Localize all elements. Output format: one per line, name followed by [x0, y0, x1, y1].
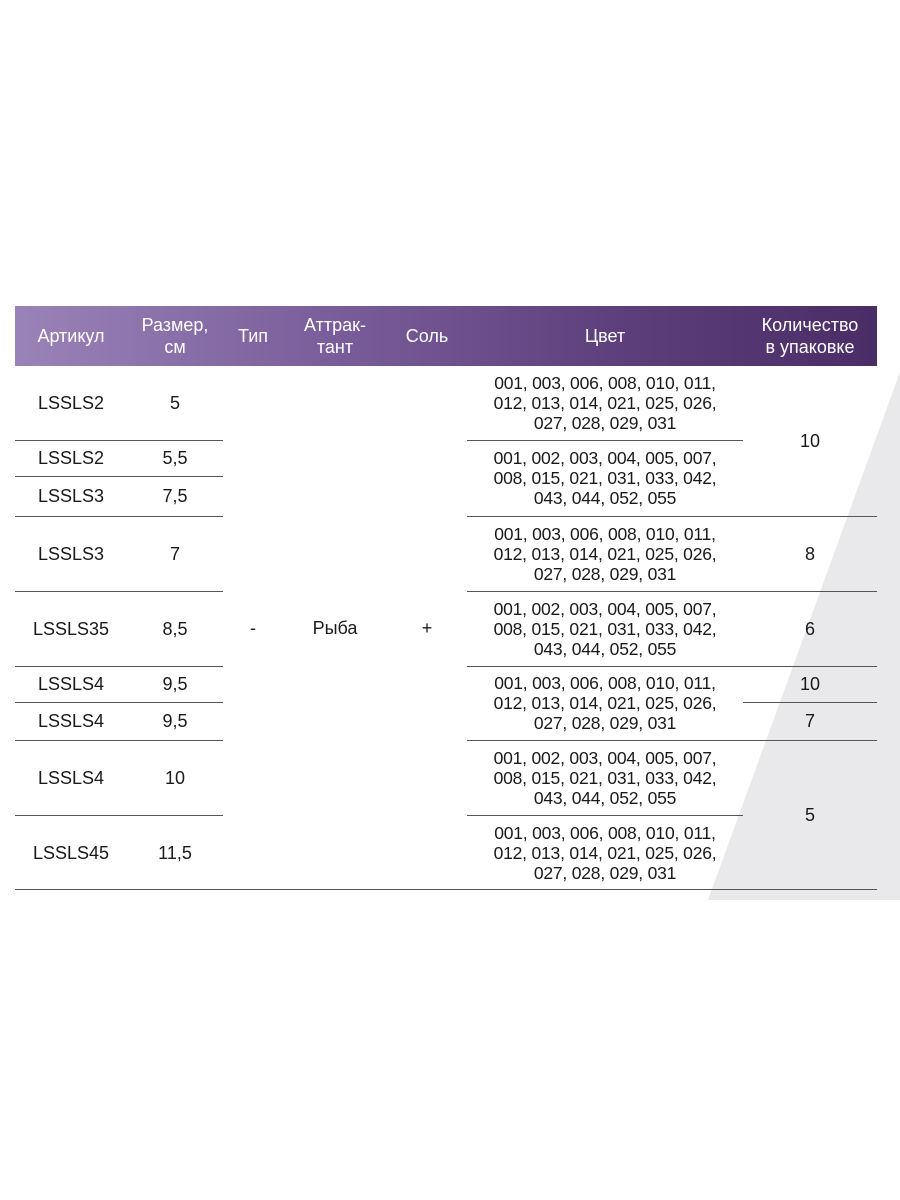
cell-colors: 001, 003, 006, 008, 010, 011, 012, 013, 014, 021, 025, 026, 027, 028, 029, 031 — [493, 822, 717, 883]
cell-colors: 001, 003, 006, 008, 010, 011, 012, 013, 014, 021, 025, 026, 027, 028, 029, 031 — [493, 673, 717, 733]
cell-article: LSSLS3 — [37, 486, 105, 506]
header-attractant: Аттрак- тант — [304, 315, 366, 357]
cell-size: 10 — [164, 767, 186, 788]
header-size: Размер, см — [141, 315, 209, 357]
cell-colors: 001, 003, 006, 008, 010, 011, 012, 013, 014, 021, 025, 026, 027, 028, 029, 031 — [493, 373, 717, 433]
cell-quantity: 5 — [804, 805, 815, 825]
cell-article: LSSLS2 — [37, 448, 105, 468]
cell-attractant: Рыба — [312, 618, 358, 638]
header-article: Артикул — [37, 326, 105, 346]
cell-colors: 001, 002, 003, 004, 005, 007, 008, 015, 021, 031, 033, 042, 043, 044, 052, 055 — [493, 598, 717, 659]
row-divider — [15, 476, 223, 477]
row-divider — [467, 591, 877, 592]
cell-size: 8,5 — [162, 618, 188, 639]
cell-size: 5,5 — [162, 448, 188, 468]
row-divider — [743, 702, 877, 703]
row-divider — [467, 666, 877, 667]
row-divider — [15, 516, 223, 517]
table-bottom-border — [15, 889, 877, 890]
cell-size: 7,5 — [162, 486, 188, 506]
header-quantity: Количество в упаковке — [761, 315, 859, 357]
row-divider — [15, 815, 223, 816]
cell-article: LSSLS4 — [37, 674, 105, 694]
row-divider — [467, 815, 743, 816]
row-divider — [467, 516, 877, 517]
cell-type: - — [250, 618, 256, 638]
header-salt: Соль — [405, 326, 449, 346]
cell-article: LSSLS2 — [37, 393, 105, 413]
product-table — [15, 306, 877, 890]
cell-article: LSSLS35 — [32, 618, 110, 639]
cell-quantity: 8 — [804, 543, 815, 564]
header-color: Цвет — [584, 326, 626, 346]
cell-size: 9,5 — [162, 674, 188, 694]
cell-size: 9,5 — [162, 711, 188, 731]
cell-article: LSSLS4 — [37, 767, 105, 788]
cell-article: LSSLS4 — [37, 711, 105, 731]
cell-size: 5 — [169, 393, 180, 413]
cell-quantity: 10 — [799, 431, 821, 451]
cell-quantity: 6 — [804, 618, 815, 639]
table-body — [15, 366, 877, 890]
row-divider — [15, 740, 223, 741]
cell-colors: 001, 002, 003, 004, 005, 007, 008, 015, 021, 031, 033, 042, 043, 044, 052, 055 — [493, 448, 717, 508]
table-header — [15, 306, 877, 366]
cell-article: LSSLS3 — [37, 543, 105, 564]
cell-quantity: 10 — [799, 674, 821, 694]
cell-colors: 001, 003, 006, 008, 010, 011, 012, 013, 014, 021, 025, 026, 027, 028, 029, 031 — [493, 523, 717, 584]
row-divider — [467, 440, 743, 441]
cell-article: LSSLS45 — [32, 842, 110, 863]
cell-salt: + — [421, 618, 433, 638]
row-divider — [15, 440, 223, 441]
cell-colors: 001, 002, 003, 004, 005, 007, 008, 015, 021, 031, 033, 042, 043, 044, 052, 055 — [493, 747, 717, 808]
cell-size: 7 — [169, 543, 180, 564]
header-type: Тип — [237, 326, 268, 346]
row-divider — [15, 591, 223, 592]
cell-quantity: 7 — [804, 711, 815, 731]
row-divider — [467, 740, 877, 741]
row-divider — [15, 702, 223, 703]
row-divider — [15, 666, 223, 667]
cell-size: 11,5 — [158, 842, 192, 863]
